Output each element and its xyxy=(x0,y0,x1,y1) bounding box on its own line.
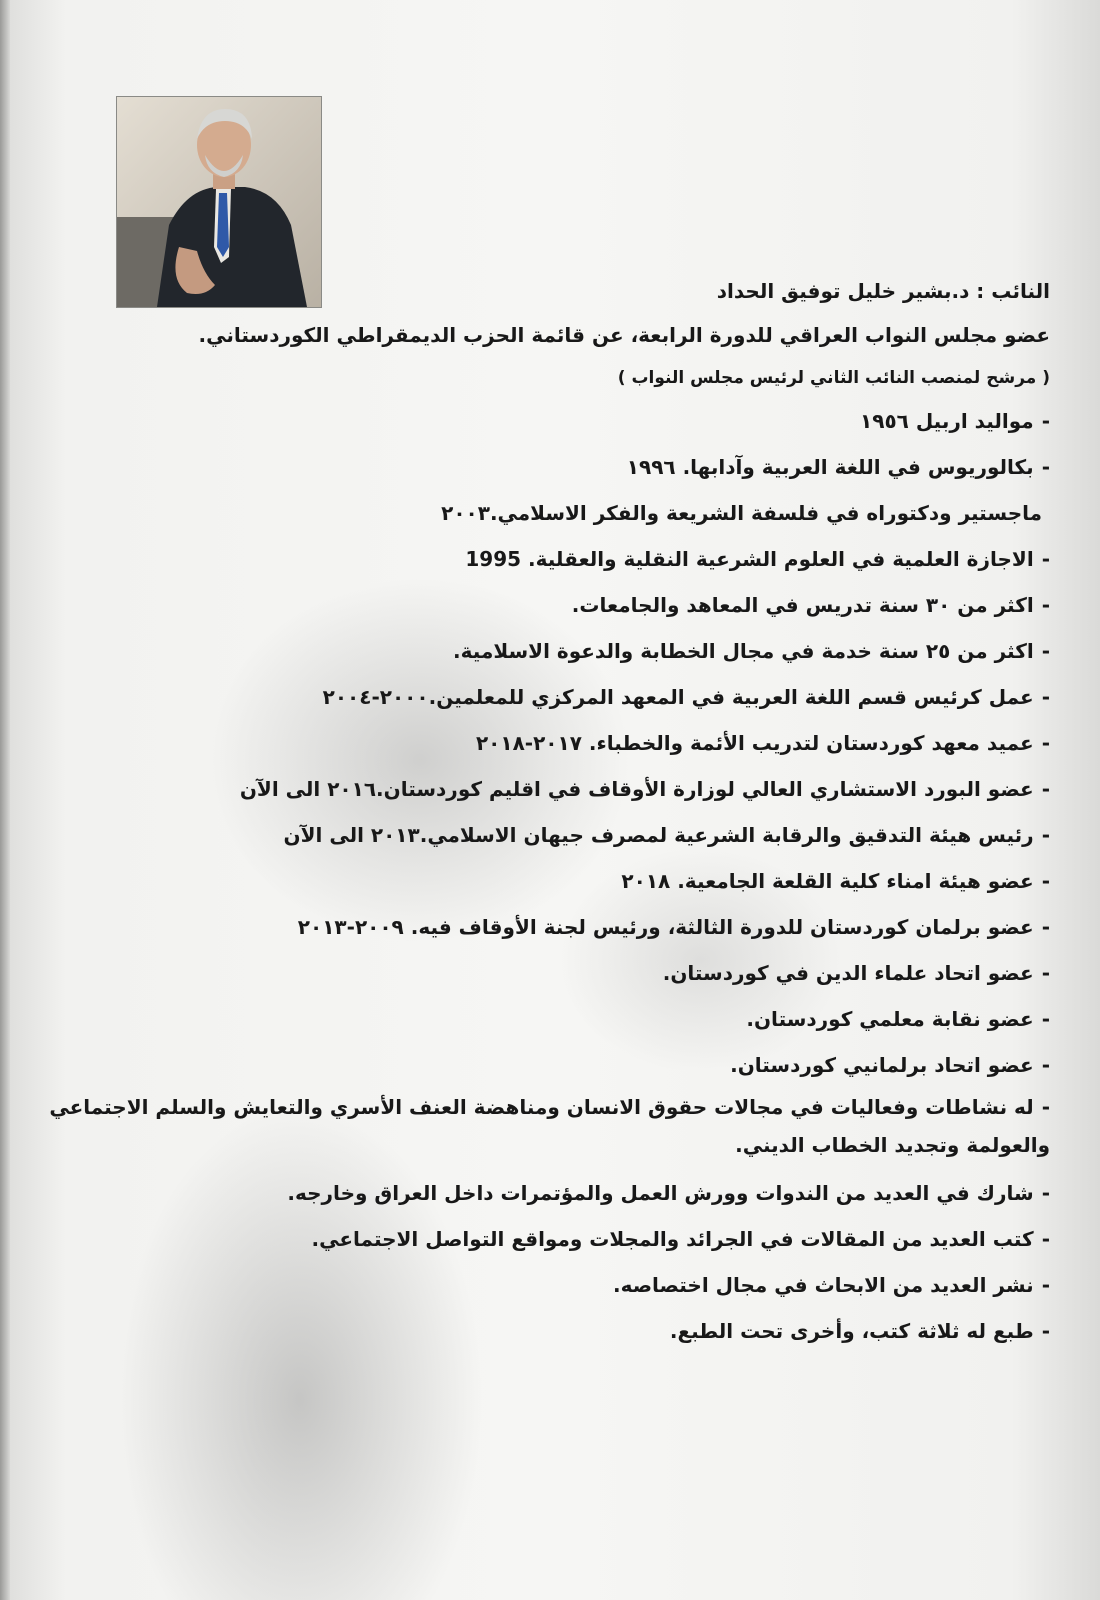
nomination-note: ( مرشح لمنصب النائب الثاني لرئيس مجلس النواب ) xyxy=(617,368,1050,388)
membership-line: عضو مجلس النواب العراقي للدورة الرابعة، عن قائمة الحزب الديمقراطي الكوردستاني. xyxy=(198,323,1050,347)
list-dash: - xyxy=(1041,409,1050,433)
list-dash: - xyxy=(1041,1227,1050,1251)
entry-text: عضو هيئة امناء كلية القلعة الجامعية. ٢٠١٨ xyxy=(621,869,1034,893)
list-dash: - xyxy=(1041,1273,1050,1297)
entry-text: ماجستير ودكتوراه في فلسفة الشريعة والفكر الاسلامي.٢٠٠٣ xyxy=(441,501,1042,525)
list-dash: - xyxy=(1041,639,1050,663)
entry-text: عضو اتحاد برلمانيي كوردستان. xyxy=(730,1053,1034,1077)
entry-text: اكثر من ٣٠ سنة تدريس في المعاهد والجامعات. xyxy=(571,593,1034,617)
entry-text: رئيس هيئة التدقيق والرقابة الشرعية لمصرف جيهان الاسلامي.٢٠١٣ الى الآن xyxy=(283,823,1034,847)
entry-text: مواليد اربيل ١٩٥٦ xyxy=(860,409,1034,433)
entry-text: كتب العديد من المقالات في الجرائد والمجلات ومواقع التواصل الاجتماعي. xyxy=(311,1227,1034,1251)
cv-entry xyxy=(30,1088,1050,1164)
entry-text: شارك في العديد من الندوات وورش العمل والمؤتمرات داخل العراق وخارجه. xyxy=(287,1181,1034,1205)
cv-entry xyxy=(30,582,1050,628)
list-dash: - xyxy=(1041,455,1050,479)
entry-text: طبع له ثلاثة كتب، وأخرى تحت الطبع. xyxy=(669,1319,1034,1343)
cv-entry xyxy=(30,720,1050,766)
cv-entry xyxy=(30,1216,1050,1262)
list-dash: - xyxy=(1041,1007,1050,1031)
cv-entry xyxy=(30,858,1050,904)
cv-entry xyxy=(30,996,1050,1042)
list-dash: - xyxy=(1041,1181,1050,1205)
list-dash: - xyxy=(1041,915,1050,939)
cv-entry xyxy=(30,490,1050,536)
entry-text: عميد معهد كوردستان لتدريب الأئمة والخطباء. ٢٠١٧-٢٠١٨ xyxy=(475,731,1034,755)
page-edge-shadow xyxy=(0,0,10,1600)
cv-entry xyxy=(30,536,1050,582)
entry-text: عضو نقابة معلمي كوردستان. xyxy=(746,1007,1034,1031)
entry-text: نشر العديد من الابحاث في مجال اختصاصه. xyxy=(612,1273,1034,1297)
list-dash: - xyxy=(1041,547,1050,571)
entry-text: اكثر من ٢٥ سنة خدمة في مجال الخطابة والدعوة الاسلامية. xyxy=(453,639,1034,663)
member-name: النائب : د.بشير خليل توفيق الحداد xyxy=(716,279,1050,303)
list-dash: - xyxy=(1041,823,1050,847)
cv-entry xyxy=(30,674,1050,720)
list-dash: - xyxy=(1041,593,1050,617)
list-dash: - xyxy=(1041,961,1050,985)
entry-text: عضو البورد الاستشاري العالي لوزارة الأوقاف في اقليم كوردستان.٢٠١٦ الى الآن xyxy=(239,777,1034,801)
cv-entry xyxy=(30,398,1050,444)
list-dash: - xyxy=(1041,685,1050,709)
list-dash: - xyxy=(1041,777,1050,801)
cv-entry xyxy=(30,1170,1050,1216)
entry-text: بكالوريوس في اللغة العربية وآدابها. ١٩٩٦ xyxy=(626,455,1034,479)
list-dash: - xyxy=(1041,869,1050,893)
cv-entry xyxy=(30,628,1050,674)
entry-text: الاجازة العلمية في العلوم الشرعية النقلية والعقلية. 1995 xyxy=(465,547,1034,571)
list-dash: - xyxy=(1041,1095,1050,1119)
entry-text: عضو برلمان كوردستان للدورة الثالثة، ورئيس لجنة الأوقاف فيه. ٢٠٠٩-٢٠١٣ xyxy=(297,915,1034,939)
entry-text: عمل كرئيس قسم اللغة العربية في المعهد المركزي للمعلمين.٢٠٠٠-٢٠٠٤ xyxy=(322,685,1034,709)
entry-text: عضو اتحاد علماء الدين في كوردستان. xyxy=(662,961,1034,985)
cv-entry xyxy=(30,766,1050,812)
list-dash: - xyxy=(1041,1319,1050,1343)
cv-entry xyxy=(30,1042,1050,1088)
cv-entry xyxy=(30,950,1050,996)
cv-entry xyxy=(30,1308,1050,1354)
list-dash: - xyxy=(1041,731,1050,755)
cv-entry xyxy=(30,904,1050,950)
cv-entry xyxy=(30,1262,1050,1308)
cv-entry xyxy=(30,812,1050,858)
entry-text: له نشاطات وفعاليات في مجالات حقوق الانسان ومناهضة العنف الأسري والتعايش والسلم الاجتماعي والعولمة وتجديد الخطاب الديني. xyxy=(49,1095,1050,1157)
list-dash: - xyxy=(1041,1053,1050,1077)
cv-content xyxy=(30,268,1050,1354)
cv-entry xyxy=(30,444,1050,490)
